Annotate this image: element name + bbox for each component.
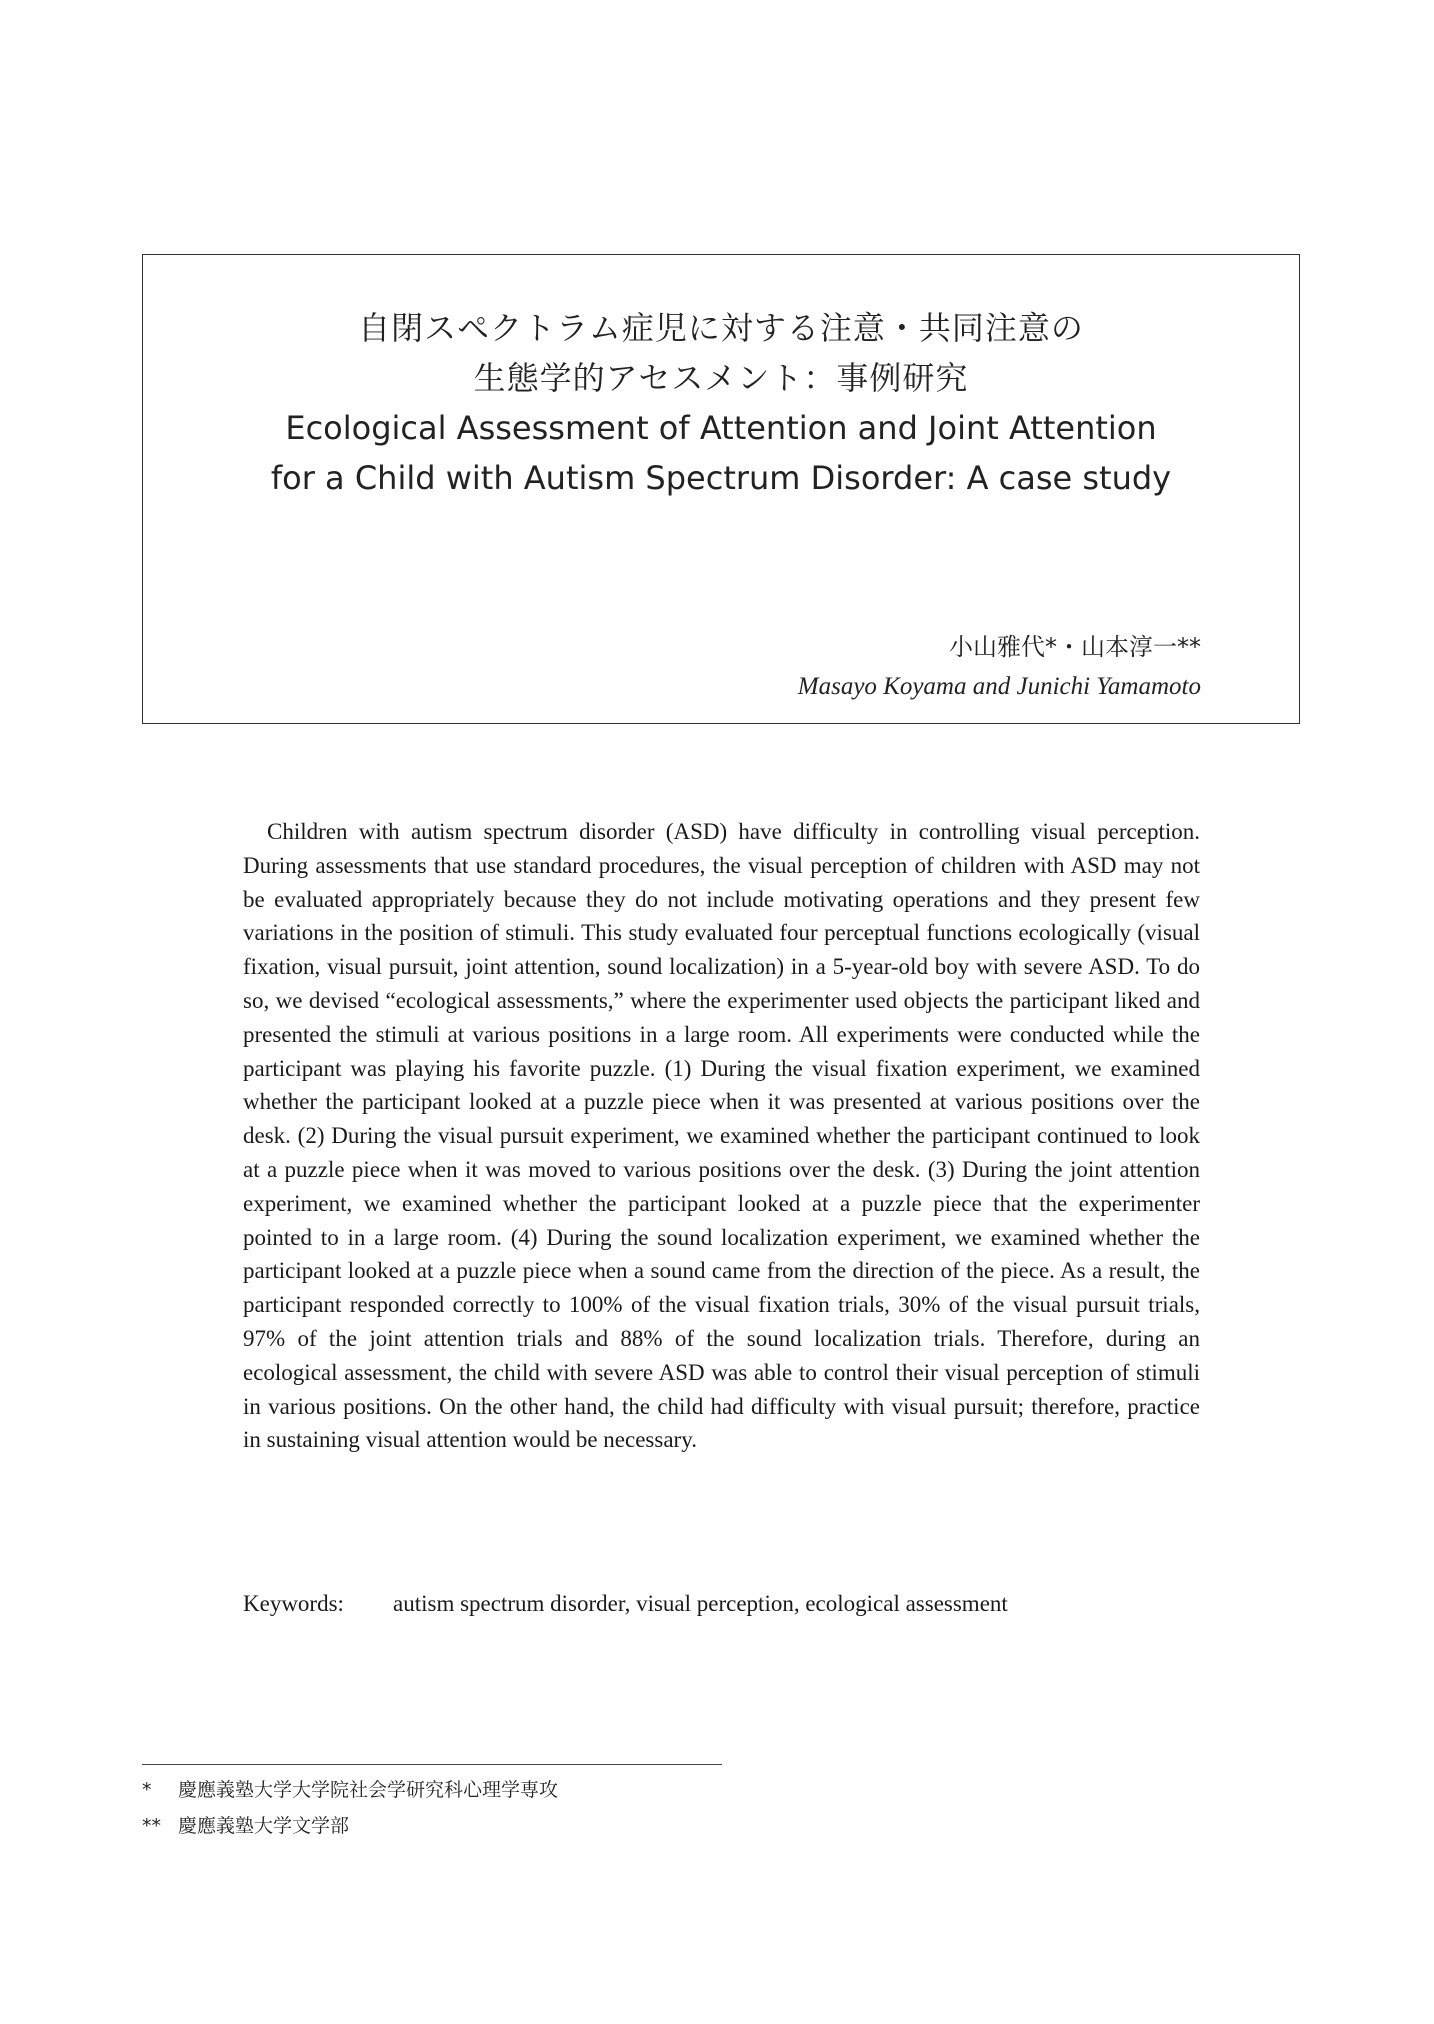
footnote-1-text: 慶應義塾大学大学院社会学研究科心理学専攻 (178, 1779, 559, 1801)
authors-en: Masayo Koyama and Junichi Yamamoto (797, 673, 1201, 700)
title-block (143, 303, 1299, 503)
authors (798, 627, 1201, 707)
footnote-1-mark: * (142, 1779, 152, 1801)
title-jp-line-2: 生態学的アセスメント：事例研究 (473, 359, 969, 397)
footnotes (142, 1772, 558, 1844)
authors-jp: 小山雅代*・山本淳一** (949, 633, 1201, 661)
title-en-line-2: for a Child with Autism Spectrum Disorder: A case study (270, 459, 1172, 497)
keywords (243, 1587, 1200, 1621)
footnote-2-text: 慶應義塾大学文学部 (178, 1815, 350, 1837)
keywords-values: autism spectrum disorder, visual perception, ecological assessment (393, 1591, 1008, 1616)
footnote-2-mark: ** (142, 1815, 161, 1837)
footnote-divider (142, 1764, 722, 1765)
title-box (142, 254, 1300, 724)
abstract-paragraph: Children with autism spectrum disorder (ASD) have difficulty in controlling visual perception. During assessments that use standard procedures, the visual perception of children with ASD may not be evaluated appropriately because they do not include motivating operations and they present few variations in the position of stimuli. This study evaluated four perceptual functions ecologically (visual fixation, visual pursuit, joint attention, sound localization) in a 5-year-old boy with severe ASD. To do so, we devised “ecological assessments,” where the experimenter used objects the participant liked and presented the stimuli at various positions in a large room. All experiments were conducted while the participant was playing his favorite puzzle. (1) During the visual fixation experiment, we examined whether the participant looked at a puzzle piece when it was presented at various positions over the desk. (2) During the visual pursuit experiment, we examined whether the participant continued to look at a puzzle piece when it was moved to various positions over the desk. (3) During the joint attention experiment, we examined whether the participant looked at a puzzle piece that the experimenter pointed to in a large room. (4) During the sound localization experiment, we examined whether the participant looked at a puzzle piece when a sound came from the direction of the piece. As a result, the participant responded correctly to 100% of the visual fixation trials, 30% of the visual pursuit trials, 97% of the joint attention trials and 88% of the sound localization trials. Therefore, during an ecological assessment, the child with severe ASD was able to control their visual perception of stimuli in various positions. On the other hand, the child had difficulty with visual pursuit; therefore, practice in sustaining visual attention would be necessary. (243, 819, 1200, 1453)
footnote-2 (142, 1808, 558, 1844)
footnote-1 (142, 1772, 558, 1808)
title-en-line-1: Ecological Assessment of Attention and Joint Attention (285, 409, 1157, 447)
title-jp-line-1: 自閉スペクトラム症児に対する注意・共同注意の (358, 309, 1084, 347)
keywords-label: Keywords: (243, 1591, 344, 1616)
